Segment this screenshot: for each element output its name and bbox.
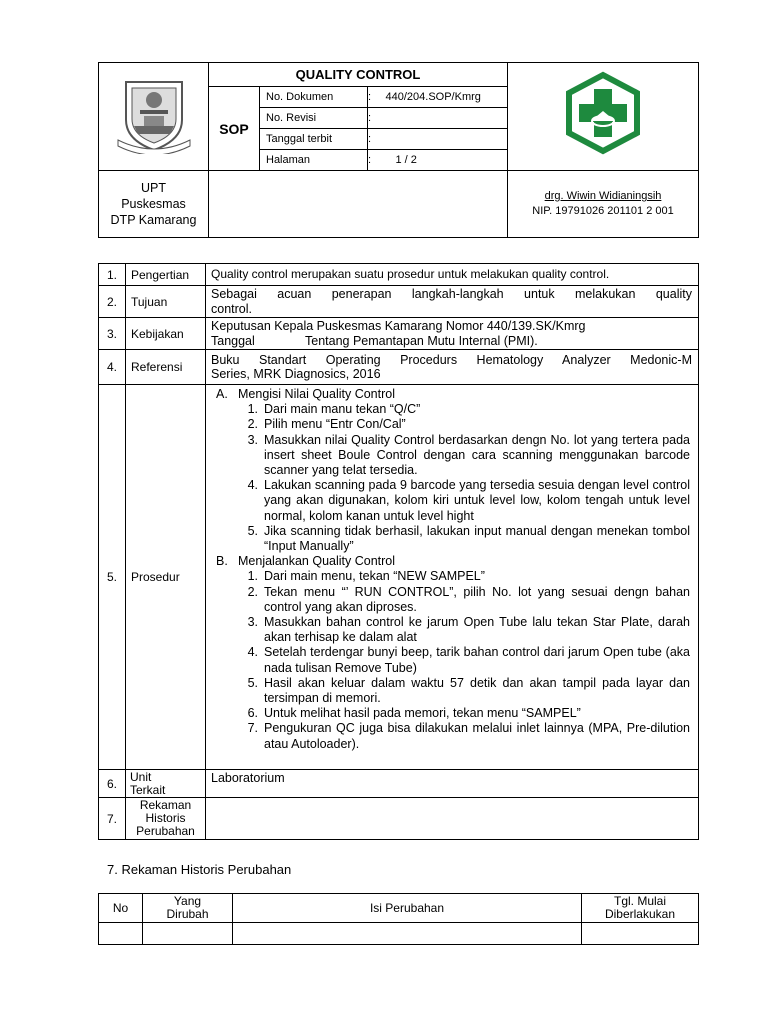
no-dokumen-label: No. Dokumen [260, 87, 368, 108]
history-title: 7. Rekaman Historis Perubahan [107, 862, 292, 877]
no-dokumen-value: 440/204.SOP/Kmrg [384, 87, 508, 108]
unit-label [126, 770, 206, 798]
section-b-title: Menjalankan Quality Control [238, 554, 396, 569]
regency-emblem-icon [114, 74, 194, 154]
procedure-step-text: Jika scanning tidak berhasil, lakukan input manual dengan menekan tombol “Input Manually” [264, 523, 690, 554]
procedure-step-text: Hasil akan keluar dalam waktu 57 detik dan akan tampil pada layar dan tersimpan di memori. [264, 675, 690, 706]
pengertian-label: Pengertian [126, 264, 206, 286]
halaman-label: Halaman [260, 150, 368, 171]
signer-nip: NIP. 19791026 201101 2 001 [532, 205, 674, 217]
procedure-step-text: Masukkan bahan control ke jarum Open Tube lalu tekan Star Plate, darah akan terhisap ke dalam alat [264, 615, 690, 645]
history-cell-empty [233, 923, 582, 945]
tanggal-terbit-label: Tanggal terbit [260, 129, 368, 150]
prosedur-label: Prosedur [126, 385, 206, 770]
history-cell-empty [143, 923, 233, 945]
procedure-step [236, 569, 690, 584]
upt-line-2: Puskesmas [121, 197, 186, 211]
history-col-isi: Isi Perubahan [233, 894, 582, 923]
pengertian-number: 1. [99, 264, 126, 286]
procedure-step-text: Tekan menu “’ RUN CONTROL”, pilih No. lot yang sesuai dengn bahan control yang akan diproses. [264, 584, 690, 614]
procedure-step [236, 478, 690, 524]
section-a-title: Mengisi Nilai Quality Control [238, 387, 396, 401]
unit-number: 6. [99, 770, 126, 798]
unit-label-line-1: Unit [130, 769, 152, 784]
procedure-step-number: 7. [247, 721, 258, 736]
sop-header-table [98, 62, 699, 238]
procedure-step-text: Dari main menu, tekan “NEW SAMPEL” [264, 569, 485, 584]
procedure-step [236, 524, 690, 554]
history-col-tgl [582, 894, 699, 923]
procedure-step-text: Lakukan scanning pada 9 barcode yang tersedia sesuia dengan level control yang akan digunakan, kolom kiri untuk level low, kolom tengah untuk level normal, kolom kanan untuk level hight [264, 478, 690, 523]
procedure-step-number: 3. [247, 432, 258, 447]
tujuan-number: 2. [99, 286, 126, 318]
kebijakan-tentang: Tentang Pemantapan Mutu Internal (PMI). [305, 333, 538, 348]
referensi-line-2: Series, MRK Diagnosics, 2016 [211, 367, 381, 381]
procedure-step-text: Untuk melihat hasil pada memori, tekan menu “SAMPEL” [264, 706, 581, 721]
procedure-step [236, 402, 690, 417]
procedure-step-number: 5. [247, 523, 258, 538]
puskesmas-logo-cell [508, 63, 699, 171]
tanggal-terbit-colon: : [368, 129, 384, 150]
kebijakan-number: 3. [99, 318, 126, 350]
procedure-step-text: Pilih menu “Entr Con/Cal” [264, 417, 406, 432]
procedure-step [236, 706, 690, 721]
referensi-cell [206, 350, 699, 385]
history-col-no: No [99, 894, 143, 923]
upt-name-cell [99, 171, 209, 238]
procedure-step-number: 4. [247, 478, 258, 493]
referensi-number: 4. [99, 350, 126, 385]
kebijakan-line-1: Keputusan Kepala Puskesmas Kamarang Nomor 440/139.SK/Kmrg [211, 319, 586, 333]
tujuan-label: Tujuan [126, 286, 206, 318]
unit-label-line-2: Terkait [130, 782, 166, 797]
history-col-yang-line-1: Yang [173, 894, 202, 908]
history-col-yang-dirubah [143, 894, 233, 923]
history-cell-empty [99, 923, 143, 945]
no-dokumen-colon: : [368, 87, 384, 108]
prosedur-cell [206, 385, 699, 770]
no-revisi-colon: : [368, 108, 384, 129]
section-a-steps [214, 402, 690, 554]
procedure-step-text: Dari main manu tekan “Q/C” [264, 402, 421, 417]
procedure-step [236, 433, 690, 479]
history-col-tgl-line-1: Tgl. Mulai [613, 894, 666, 908]
procedure-step [236, 585, 690, 615]
rekaman-label-line-3: Perubahan [136, 824, 195, 838]
sop-label: SOP [209, 87, 260, 171]
procedure-step [236, 417, 690, 432]
rekaman-label-line-1: Rekaman [139, 798, 192, 812]
procedure-step-number: 2. [247, 584, 258, 599]
procedure-step [236, 645, 690, 675]
procedure-step-number: 4. [247, 645, 258, 660]
section-b-steps [214, 569, 690, 751]
document-title: QUALITY CONTROL [209, 63, 508, 87]
no-revisi-value [384, 108, 508, 129]
prosedur-section-b-heading [214, 554, 690, 569]
procedure-step-text: Setelah terdengar bunyi beep, tarik bahan control dari jarum Open tube (aka nada tulisan Remove Tube) [264, 645, 690, 675]
referensi-label: Referensi [126, 350, 206, 385]
procedure-step-number: 2. [247, 417, 258, 432]
referensi-line-1: Buku Standart Operating Procedurs Hematology Analyzer Medonic-M [211, 352, 692, 367]
procedure-step-text: Masukkan nilai Quality Control berdasarkan dengn No. lot yang tertera pada insert sheet Boule Control dengan cara scanning menggunakan barcode scanner yang telat tersedia. [264, 432, 690, 478]
prosedur-section-a-heading [214, 387, 690, 402]
blank-signature-cell [209, 171, 508, 238]
puskesmas-logo-icon [560, 71, 646, 157]
procedure-step [236, 676, 690, 706]
procedure-step [236, 615, 690, 645]
history-col-tgl-line-2: Diberlakukan [604, 907, 676, 921]
tujuan-cell [206, 286, 699, 318]
rekaman-number: 7. [99, 798, 126, 840]
tujuan-line-1: Sebagai acuan penerapan langkah-langkah untuk melakukan quality [211, 287, 692, 301]
sop-content-table [98, 263, 699, 840]
procedure-step-number: 3. [247, 615, 258, 630]
tanggal-terbit-value [384, 129, 508, 150]
history-table [98, 893, 699, 945]
section-b-letter: B. [216, 554, 228, 569]
procedure-step-number: 5. [247, 675, 258, 690]
rekaman-label-line-2: Historis [145, 811, 186, 825]
upt-line-1: UPT [141, 181, 166, 195]
rekaman-text [206, 798, 699, 840]
signer-cell [508, 171, 699, 238]
procedure-step-number: 6. [247, 706, 258, 721]
tujuan-line-2: control. [211, 301, 252, 316]
procedure-step [236, 721, 690, 751]
kebijakan-label: Kebijakan [126, 318, 206, 350]
kebijakan-cell [206, 318, 699, 350]
prosedur-number: 5. [99, 385, 126, 770]
history-cell-empty [582, 923, 699, 945]
kebijakan-tanggal: Tanggal [211, 333, 255, 348]
procedure-step-number: 1. [247, 569, 258, 584]
signer-name: drg. Wiwin Widianingsih [544, 190, 662, 202]
no-revisi-label: No. Revisi [260, 108, 368, 129]
section-a-letter: A. [216, 387, 228, 401]
pengertian-text: Quality control merupakan suatu prosedur untuk melakukan quality control. [206, 264, 699, 286]
kebijakan-line-2 [211, 334, 692, 349]
procedure-step-text: Pengukuran QC juga bisa dilakukan melalui inlet lainnya (MPA, Pre-dilution atau Autoloader). [264, 721, 690, 751]
procedure-step-number: 1. [247, 402, 258, 417]
regency-emblem-cell [99, 63, 209, 171]
halaman-value: 1 / 2 [384, 150, 508, 171]
upt-line-3: DTP Kamarang [110, 213, 197, 227]
halaman-colon: : [368, 150, 384, 171]
history-col-yang-line-2: Dirubah [166, 907, 209, 921]
unit-text: Laboratorium [206, 770, 699, 798]
rekaman-label [126, 798, 206, 840]
